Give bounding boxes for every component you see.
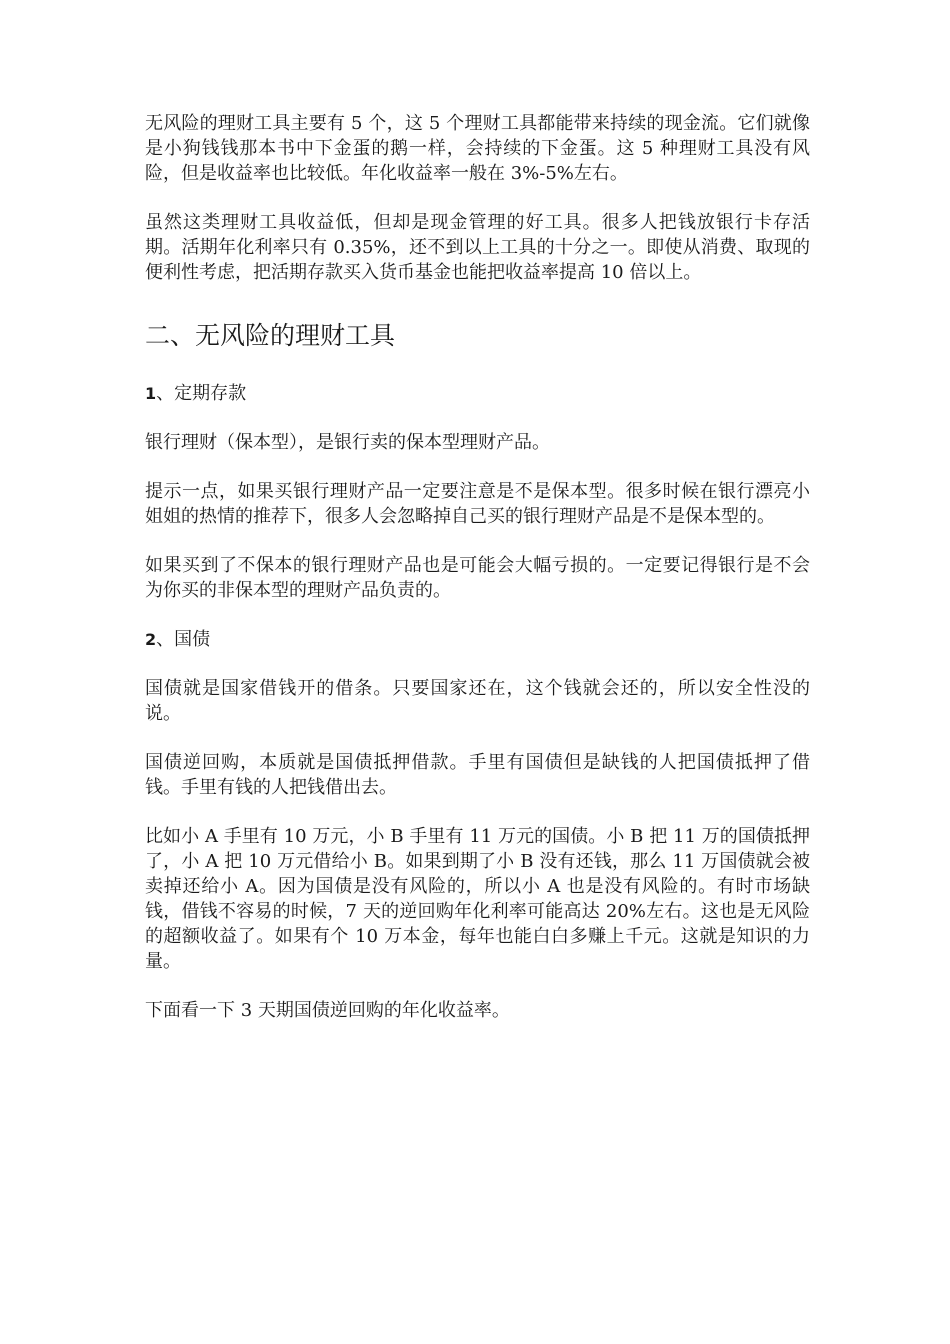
intro-paragraph: 无风险的理财工具主要有 5 个，这 5 个理财工具都能带来持续的现金流。它们就像是小狗钱钱那本书中下金蛋的鹅一样，会持续的下金蛋。这 5 种理财工具没有风险，但是收益率也比较低。年化收益率一般在 3%-5%左右。	[145, 113, 810, 184]
body-paragraph: 国债就是国家借钱开的借条。只要国家还在，这个钱就会还的，所以安全性没的说。	[145, 678, 810, 724]
subsection-title: 、国债	[156, 629, 211, 650]
body-paragraph: 国债逆回购，本质就是国债抵押借款。手里有国债但是缺钱的人把国债抵押了借钱。手里有钱的人把钱借出去。	[145, 752, 810, 798]
subsection-number: 2	[145, 630, 157, 649]
body-paragraph: 银行理财（保本型），是银行卖的保本型理财产品。	[145, 432, 550, 453]
body-paragraph: 如果买到了不保本的银行理财产品也是可能会大幅亏损的。一定要记得银行是不会为你买的非保本型的理财产品负责的。	[145, 555, 810, 601]
subsection-title: 、定期存款	[156, 383, 247, 404]
intro-paragraph: 虽然这类理财工具收益低，但却是现金管理的好工具。很多人把钱放银行卡存活期。活期年化利率只有 0.35%，还不到以上工具的十分之一。即使从消费、取现的便利性考虑，把活期存款买入货币基金也能把收益率提高 10 倍以上。	[145, 212, 810, 283]
subsection-number: 1	[145, 384, 157, 403]
body-paragraph: 提示一点，如果买银行理财产品一定要注意是不是保本型。很多时候在银行漂亮小姐姐的热情的推荐下，很多人会忽略掉自己买的银行理财产品是不是保本型的。	[145, 481, 810, 527]
body-paragraph: 比如小 A 手里有 10 万元，小 B 手里有 11 万元的国债。小 B 把 11 万的国债抵押了，小 A 把 10 万元借给小 B。如果到期了小 B 没有还钱，那么 11 万国债就会被卖掉还给小 A。因为国债是没有风险的，所以小 A 也是没有风险的。有时市场缺钱，借钱不容易的时候，7 天的逆回购年化利率可能高达 20%左右。这也是无风险的超额收益了。如果有个 10 万本金，每年也能白白多赚上千元。这就是知识的力量。	[145, 826, 810, 972]
section-heading: 二、无风险的理财工具	[145, 321, 396, 350]
subsection-heading-bonds	[145, 627, 810, 652]
subsection-heading-deposit	[145, 381, 810, 406]
document-body	[145, 111, 810, 1047]
body-paragraph: 下面看一下 3 天期国债逆回购的年化收益率。	[145, 1000, 510, 1021]
